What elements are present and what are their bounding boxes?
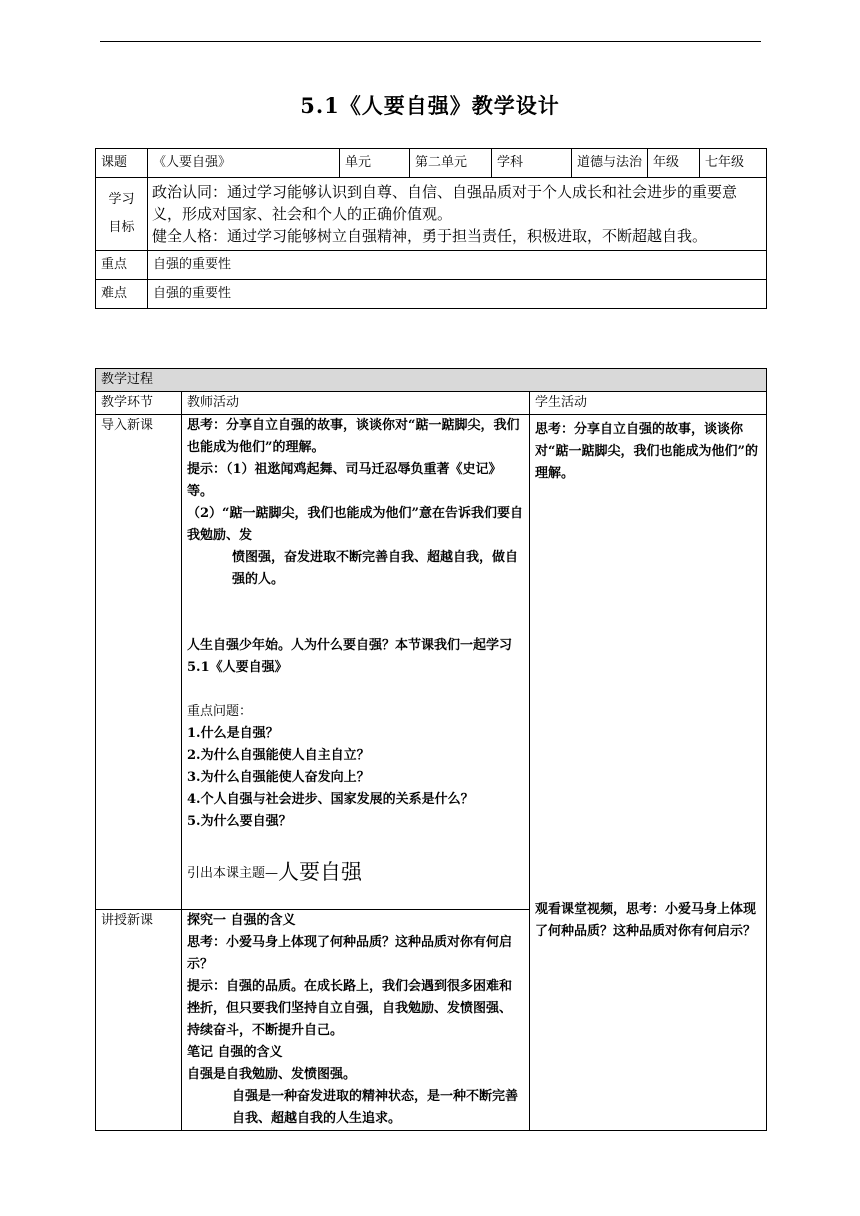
difficulty-value: 自强的重要性: [148, 280, 767, 309]
intro-hint-1: 提示：（1）祖逖闻鸡起舞、司马迁忍辱负重著《史记》等。: [187, 462, 502, 499]
intro-lead: 人生自强少年始。人为什么要自强？本节课我们一起学习 5.1《人要自强》: [187, 638, 513, 675]
col-stage: 教学环节: [96, 392, 182, 415]
intro-hint-2a: （2）“踮一踮脚尖，我们也能成为他们”意在告诉我们要自我勉励、发: [187, 506, 524, 543]
topic-line: [187, 861, 524, 885]
lecture-student-activity: 观看课堂视频，思考：小爱马身上体现了何种品质？这种品质对你有何启示？: [535, 902, 757, 939]
process-header-row: [96, 369, 767, 392]
subject-label: 学科: [492, 149, 572, 178]
intro-row: [96, 415, 767, 910]
col-teacher: 教师活动: [182, 392, 530, 415]
info-row-goals: [96, 178, 767, 251]
question-item: 3.为什么自强能使人奋发向上？: [187, 770, 370, 785]
intro-student-activity: 思考：分享自立自强的故事，谈谈你对“踮一踮脚尖，我们也能成为他们”的理解。: [535, 422, 758, 481]
question-item: 2.为什么自强能使人自主自立？: [187, 748, 370, 763]
header-rule: [100, 41, 761, 42]
questions-title: 重点问题：: [187, 704, 253, 719]
info-row-course: [96, 149, 767, 178]
question-item: 1.什么是自强？: [187, 726, 279, 741]
col-student: 学生活动: [530, 392, 767, 415]
grade-value: 七年级: [700, 149, 767, 178]
info-table: [95, 148, 767, 309]
intro-think: 思考：分享自立自强的故事，谈谈你对“踮一踮脚尖，我们也能成为他们”的理解。: [187, 418, 520, 455]
key-value: 自强的重要性: [148, 251, 767, 280]
explore-title: 探究一 自强的含义: [187, 913, 296, 928]
page-title: 5.1《人要自强》教学设计: [300, 93, 560, 118]
question-item: 5.为什么要自强？: [187, 814, 292, 829]
lecture-hint: 提示：自强的品质。在成长路上，我们会遇到很多困难和挫折，但只要我们坚持自立自强，自我勉励、发愤图强、持续奋斗，不断提升自己。: [187, 979, 513, 1038]
goals-text: [148, 178, 767, 251]
subject-value: 道德与法治: [572, 149, 648, 178]
goal-political: 政治认同：通过学习能够认识到自尊、自信、自强品质对于个人成长和社会进步的重要意义，形成对国家、社会和个人的正确价值观。: [152, 183, 738, 223]
student-activity: [530, 415, 767, 1131]
unit-value: 第二单元: [410, 149, 492, 178]
note-title: 笔记 自强的含义: [187, 1045, 283, 1060]
process-header: 教学过程: [96, 369, 767, 392]
lecture-teacher-activity: [182, 910, 530, 1131]
lecture-stage: 讲授新课: [96, 910, 182, 1131]
info-row-key: [96, 251, 767, 280]
intro-stage: 导入新课: [96, 415, 182, 910]
goals-label-line-1: 学习: [108, 192, 135, 207]
note-1: 自强是自我勉励、发愤图强。: [187, 1067, 357, 1082]
info-row-difficulty: [96, 280, 767, 309]
course-label: 课题: [96, 149, 148, 178]
grade-label: 年级: [648, 149, 700, 178]
intro-teacher-activity: [182, 415, 530, 910]
question-item: 4.个人自强与社会进步、国家发展的关系是什么？: [187, 792, 474, 807]
key-label: 重点: [96, 251, 148, 280]
intro-hint-2b: 愤图强，奋发进取不断完善自我、超越自我，做自强的人。: [232, 550, 519, 587]
goals-label: [96, 178, 148, 251]
difficulty-label: 难点: [96, 280, 148, 309]
topic-prefix: 引出本课主题—: [187, 866, 279, 881]
course-value: 《人要自强》: [148, 149, 340, 178]
process-table: [95, 368, 767, 1131]
process-columns-row: [96, 392, 767, 415]
goals-label-line-2: 目标: [108, 220, 135, 235]
lecture-think: 思考：小爱马身上体现了何种品质？这种品质对你有何启示？: [187, 935, 513, 972]
topic-title: 人要自强: [278, 860, 363, 884]
goal-personality: 健全人格：通过学习能够树立自强精神，勇于担当责任，积极进取，不断超越自我。: [152, 227, 708, 245]
unit-label: 单元: [340, 149, 410, 178]
note-2: 自强是一种奋发进取的精神状态，是一种不断完善自我、超越自我的人生追求。: [232, 1089, 519, 1126]
